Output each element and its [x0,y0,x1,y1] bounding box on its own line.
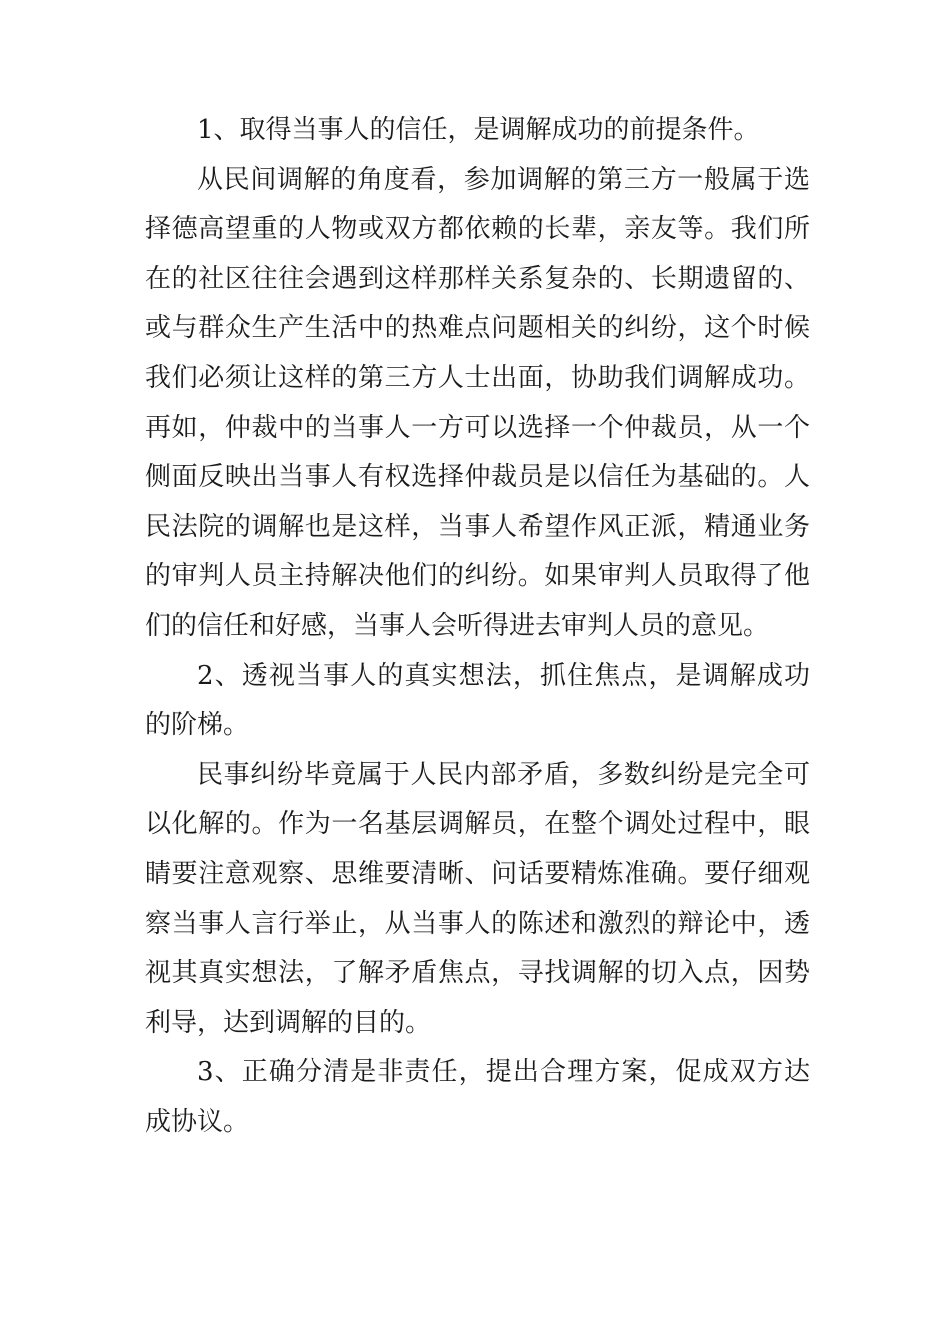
paragraph-point-1-body: 从民间调解的角度看，参加调解的第三方一般属于选择德高望重的人物或双方都依赖的长辈，亲友等。我们所在的社区往往会遇到这样那样关系复杂的、长期遗留的、或与群众生产生活中的热难点问题相关的纠纷，这个时候我们必须让这样的第三方人士出面，协助我们调解成功。再如，仲裁中的当事人一方可以选择一个仲裁员，从一个侧面反映出当事人有权选择仲裁员是以信任为基础的。人民法院的调解也是这样，当事人希望作风正派，精通业务的审判人员主持解决他们的纠纷。如果审判人员取得了他们的信任和好感，当事人会听得进去审判人员的意见。 [145,164,810,641]
heading-point-3: 3、正确分清是非责任，提出合理方案，促成双方达成协议。 [145,1057,810,1137]
heading-point-2: 2、透视当事人的真实想法，抓住焦点，是调解成功的阶梯。 [145,660,810,741]
document-body [145,106,810,1147]
paragraph-point-2-body: 民事纠纷毕竟属于人民内部矛盾，多数纠纷是完全可以化解的。作为一名基层调解员，在整个调处过程中，眼睛要注意观察、思维要清晰、问话要精炼准确。要仔细观察当事人言行举止，从当事人的陈述和激烈的辩论中，透视其真实想法，了解矛盾焦点，寻找调解的切入点，因势利导，达到调解的目的。 [145,759,810,1038]
heading-point-1: 1、取得当事人的信任，是调解成功的前提条件。 [197,115,760,145]
